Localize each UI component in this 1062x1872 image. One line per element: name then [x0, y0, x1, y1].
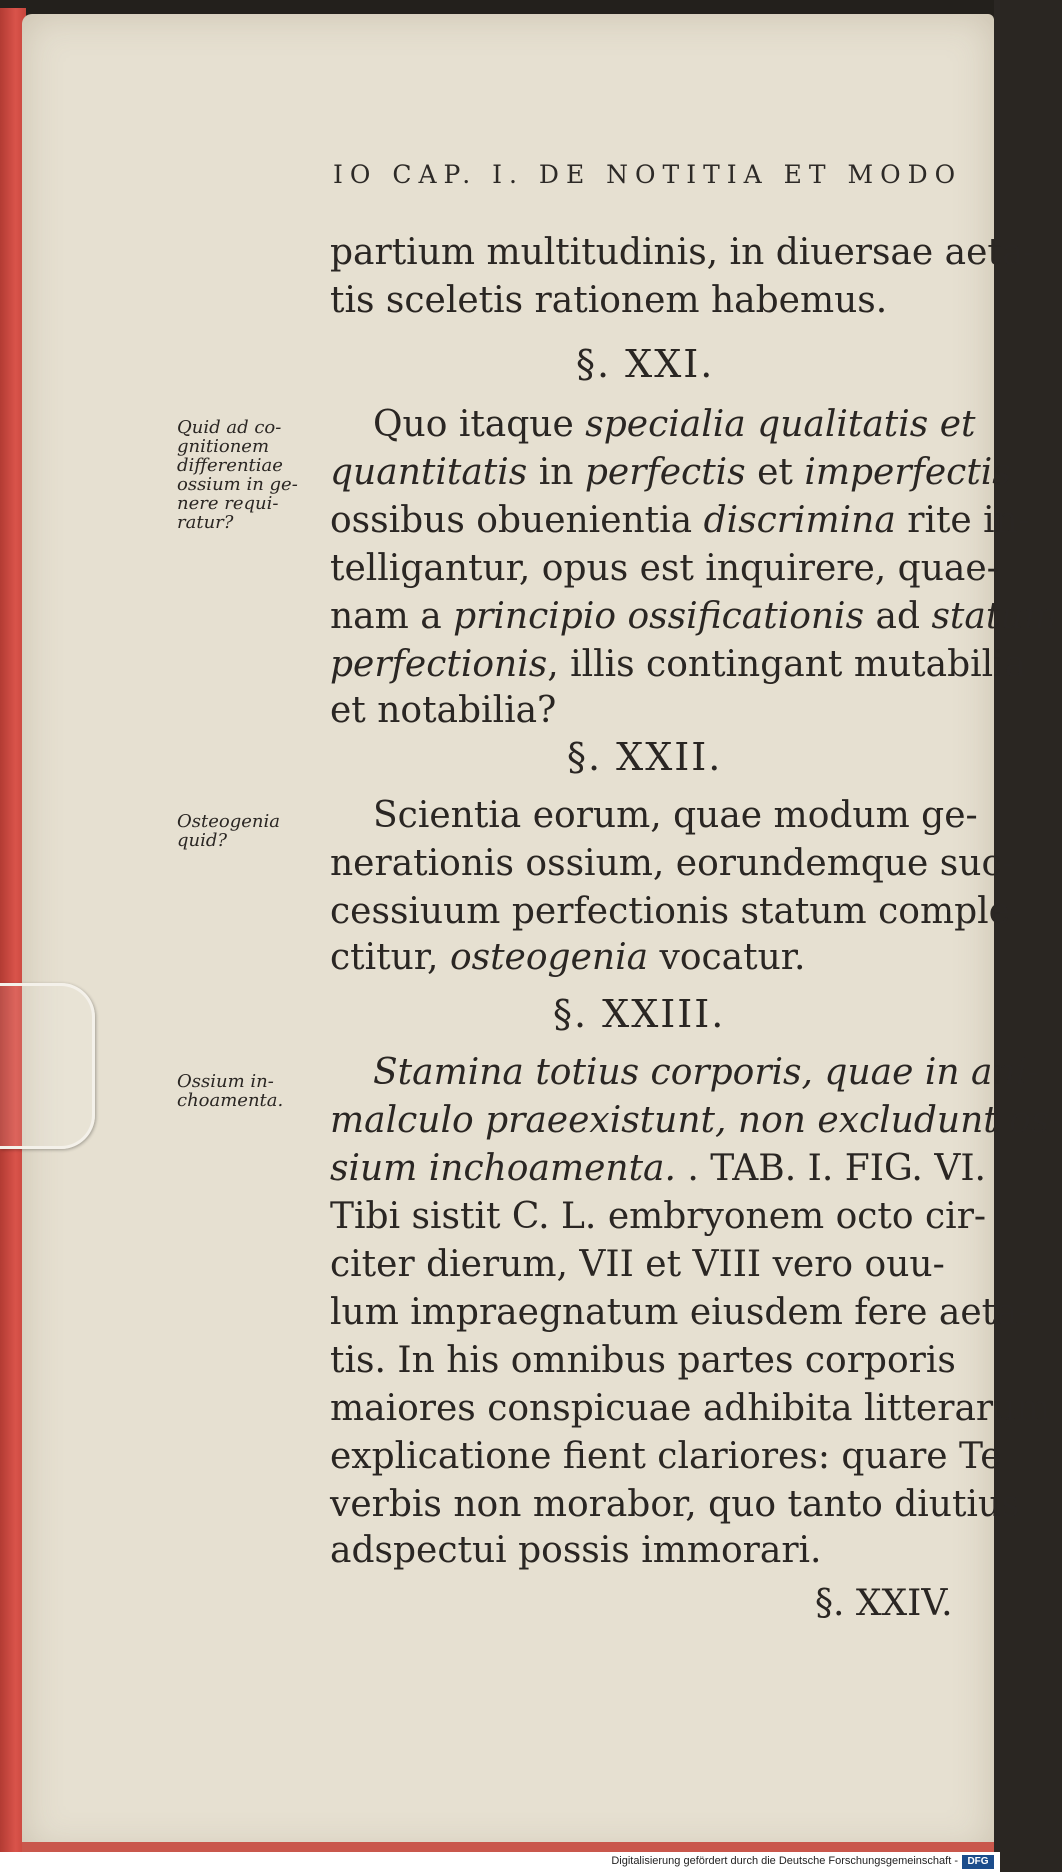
text-line: lum impraegnatum eiusdem fere aeta- — [330, 1292, 1030, 1333]
margin-note: Ossium in- choamenta. — [177, 1071, 284, 1111]
text-line: ctitur, osteogenia vocatur. — [330, 937, 806, 978]
text-line: partium multitudinis, in diuersae aeta- — [330, 232, 1036, 273]
text-line: citer dierum, VII et VIII vero ouu- — [330, 1244, 945, 1285]
section-heading: §. XXI. — [576, 342, 715, 386]
text-line: nam a principio ossificationis ad statum — [330, 596, 1058, 637]
footer-credit: Digitalisierung gefördert durch die Deutsche Forschungsgemeinschaft - — [611, 1855, 958, 1867]
text-line: maiores conspicuae adhibita litterarum — [330, 1388, 1051, 1429]
text-line: Scientia eorum, quae modum ge- — [373, 795, 978, 836]
text-line: tis sceletis rationem habemus. — [330, 280, 888, 321]
section-heading: §. XXIII. — [553, 992, 726, 1036]
text-line: ossibus obuenientia discrimina rite in- — [330, 500, 1031, 541]
margin-note: Osteogenia quid? — [177, 811, 280, 851]
text-line: quantitatis in perfectis et imperfectis — [330, 452, 1011, 493]
text-line: nerationis ossium, eorundemque suc- — [330, 843, 1014, 884]
page-clip — [0, 983, 95, 1149]
text-line: verbis non morabor, quo tanto diutius — [330, 1484, 1020, 1525]
text-line: malculo praeexistunt, non excludunt os- — [330, 1100, 1062, 1141]
text-line: et notabilia? — [330, 690, 557, 731]
scan-border-right — [994, 0, 1000, 1872]
red-bottom-edge — [22, 1842, 994, 1852]
section-heading: §. XXII. — [567, 735, 723, 779]
text-line: Quo itaque specialia qualitatis et — [373, 404, 976, 445]
text-line: sium inchoamenta. . TAB. I. FIG. VI. — [330, 1148, 986, 1189]
margin-note: Quid ad co- gnitionem differentiae ossium in ge- nere requi- ratur? — [177, 417, 298, 533]
text-line: explicatione fient clariores: quare Te — [330, 1436, 1002, 1477]
text-line: cessiuum perfectionis statum comple- — [330, 891, 1023, 932]
catchword: §. XXIV. — [815, 1583, 953, 1624]
text-line: tis. In his omnibus partes corporis — [330, 1340, 956, 1381]
running-header: IO CAP. I. DE NOTITIA ET MODO — [333, 160, 963, 189]
text-line: adspectui possis immorari. — [330, 1530, 822, 1571]
digitization-footer — [0, 1852, 1000, 1872]
text-line: telligantur, opus est inquirere, quae- — [330, 548, 999, 589]
text-line: Tibi sistit C. L. embryonem octo cir- — [330, 1196, 987, 1237]
text-line: perfectionis, illis contingant mutabilia — [330, 644, 1027, 685]
dfg-logo: DFG — [962, 1855, 994, 1869]
text-line: Stamina totius corporis, quae in ani- — [373, 1052, 1040, 1093]
